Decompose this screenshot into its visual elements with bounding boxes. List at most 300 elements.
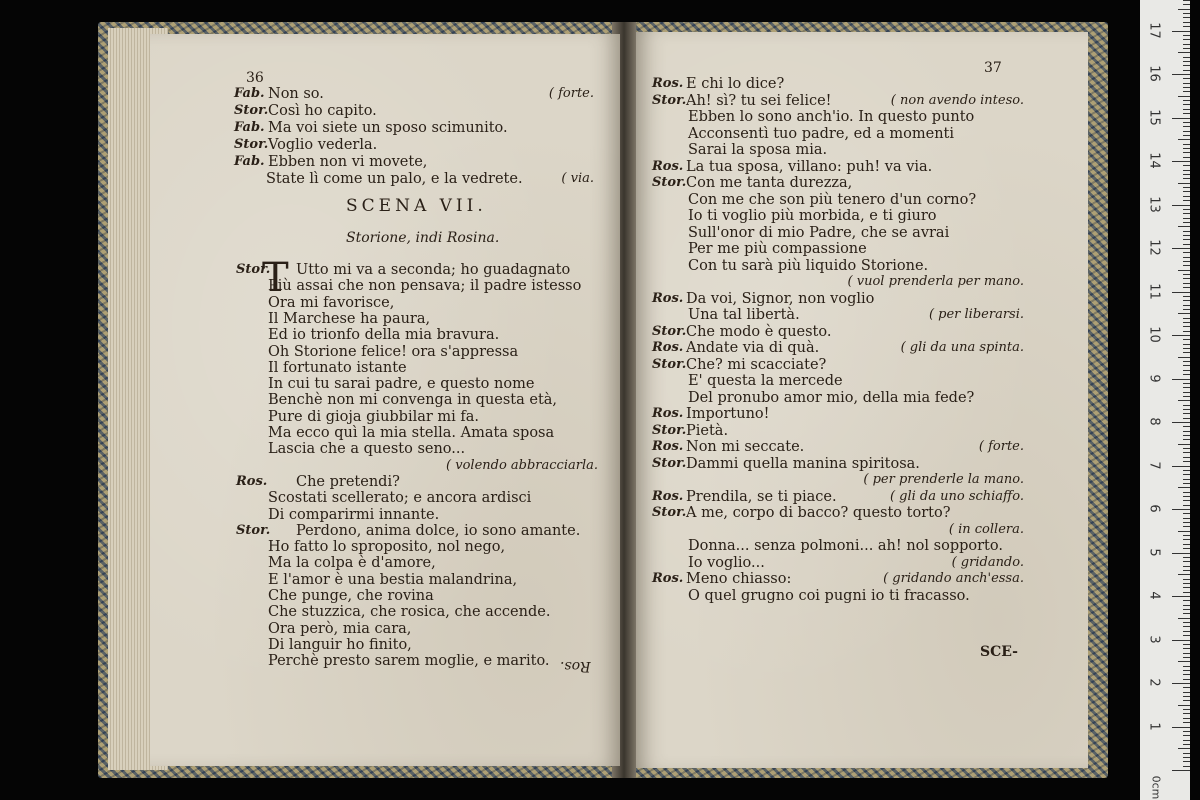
ruler-tick [1183,587,1190,588]
dialogue-line: Ho fatto lo sproposito, nol nego, [268,539,506,556]
ruler-tick [1178,183,1190,184]
ruler-tick [1183,679,1190,680]
ruler-number: 11 [1146,282,1162,300]
dialogue-line: E l'amor è una bestia malandrina, [268,571,518,588]
dialogue-line: La tua sposa, villano: puh! va via. [686,158,933,175]
dialogue-line: Così ho capito. [268,103,377,119]
ruler-number: 3 [1146,634,1162,644]
stage-direction: ( per liberarsi. [928,307,1024,322]
ruler-tick [1178,487,1190,488]
ruler-tick [1183,461,1190,462]
ruler-tick [1183,170,1190,171]
ruler-tick [1183,13,1190,14]
stage-direction: ( forte. [548,86,594,101]
ruler-tick [1183,100,1190,101]
ruler-tick [1183,148,1190,149]
ruler-tick [1183,753,1190,754]
ruler-tick [1183,657,1190,658]
ruler-tick [1183,305,1190,306]
speaker-label: Stor. [234,137,269,152]
dialogue-line: Benchè non mi convenga in questa età, [268,392,558,409]
ruler-tick [1178,357,1190,358]
ruler-tick [1178,96,1190,97]
dialogue-line: Ebben non vi movete, [268,154,428,170]
ruler-number: 9 [1146,373,1162,383]
ruler-tick [1183,318,1190,319]
dialogue-line: Perchè presto sarem moglie, e marito. [268,653,550,670]
ruler-tick [1183,48,1190,49]
page-number: 37 [984,60,1002,76]
ruler-tick [1183,609,1190,610]
dialogue-line: Ebben lo sono anch'io. In questo punto [688,109,975,125]
ruler-tick [1183,626,1190,627]
stage-direction: ( via. [561,171,594,186]
ruler-tick [1183,474,1190,475]
ruler-tick [1178,705,1190,706]
ruler-tick [1183,261,1190,262]
ruler-tick [1178,661,1190,662]
dialogue-line: A me, corpo di bacco? questo torto? [686,505,951,521]
ruler-tick [1178,531,1190,532]
dialogue-line: Ah! sì? tu sei felice! [686,92,832,109]
dialogue-line: Con tu sarà più liquido Storione. [688,257,929,274]
ruler-tick [1183,365,1190,366]
ruler-tick [1183,544,1190,545]
ruler-tick [1183,17,1190,18]
ruler-tick [1183,409,1190,410]
measuring-ruler [1140,0,1190,800]
ruler-tick [1183,109,1190,110]
ruler-tick [1183,570,1190,571]
ruler-tick [1183,674,1190,675]
ruler-tick [1183,613,1190,614]
ruler-tick [1183,431,1190,432]
speaker-label: Stor. [652,323,687,339]
ruler-tick [1183,70,1190,71]
ruler-tick [1172,509,1190,510]
ruler-tick [1183,740,1190,741]
ruler-tick [1183,200,1190,201]
ruler-tick [1183,653,1190,654]
dialogue-line: Io voglio... [688,554,765,571]
ruler-tick [1183,448,1190,449]
ruler-tick [1172,161,1190,162]
dialogue-line: E chi lo dice? [686,76,785,92]
ruler-tick [1183,187,1190,188]
ruler-number: 2 [1146,678,1162,687]
ruler-tick [1183,435,1190,436]
ruler-tick [1183,539,1190,540]
dialogue-line: Che? mi scacciate? [686,356,827,373]
ruler-tick [1183,344,1190,345]
ruler-tick [1172,379,1190,380]
dialogue-line: Più assai che non pensava; il padre istesso [268,278,582,295]
ruler-number: 5 [1146,547,1162,557]
dialogue-line: Pure di gioja giubbilar mi fa. [268,408,480,425]
ruler-tick [1183,126,1190,127]
ruler-number: 10 [1146,326,1162,343]
dialogue-line: Il Marchese ha paura, [268,310,431,327]
dialogue-line: Scostati scellerato; e ancora ardisci [268,490,532,507]
stage-direction: ( gli da uno schiaffo. [889,488,1024,504]
ruler-tick [1183,644,1190,645]
ruler-tick [1183,396,1190,397]
dialogue-line: Non so. [268,86,324,102]
ruler-tick [1183,361,1190,362]
ruler-tick [1183,196,1190,197]
dialogue-line: Ed io trionfo della mia bravura. [268,327,500,344]
speaker-label: Ros. [652,340,684,355]
ruler-tick [1183,631,1190,632]
ruler-tick [1183,113,1190,114]
ruler-tick [1183,479,1190,480]
dialogue-line: Utto mi va a seconda; ho guadagnato [296,262,571,278]
ruler-tick [1183,374,1190,375]
stage-direction: ( gli da una spinta. [900,340,1024,355]
ruler-tick [1183,174,1190,175]
dialogue-line: Il fortunato istante [268,359,407,376]
ruler-tick [1183,278,1190,279]
dialogue-line: Con me che son più tenero d'un corno? [688,191,977,208]
ruler-tick [1183,718,1190,719]
ruler-tick [1183,392,1190,393]
ruler-tick [1183,713,1190,714]
ruler-tick [1183,61,1190,62]
ruler-tick [1183,252,1190,253]
ruler-tick [1172,118,1190,119]
ruler-tick [1172,422,1190,423]
ruler-tick [1183,426,1190,427]
speaker-label: Stor. [652,356,687,372]
ruler-tick [1183,505,1190,506]
ruler-tick [1183,244,1190,245]
ruler-tick [1183,0,1190,1]
catchword: SCE- [980,644,1018,660]
ruler-tick [1183,513,1190,514]
ruler-tick [1183,35,1190,36]
speaker-label: Ros. [236,473,268,489]
ruler-tick [1183,605,1190,606]
speaker-label: Ros. [652,290,684,306]
stage-direction: ( gridando anch'essa. [883,571,1024,586]
ruler-tick [1183,122,1190,123]
ruler-tick [1178,270,1190,271]
dialogue-line: State lì come un palo, e la vedrete. [266,171,523,187]
ruler-tick [1183,265,1190,266]
dialogue-line: Ma ecco quì la mia stella. Amata sposa [268,425,555,441]
ruler-tick [1178,226,1190,227]
speaker-label: Ros. [652,571,684,586]
ruler-tick [1183,452,1190,453]
speaker-label: Ros. [652,488,684,504]
dialogue-line: O quel grugno coi pugni io ti fracasso. [688,587,970,604]
ruler-tick [1183,91,1190,92]
ruler-number: 13 [1146,195,1162,213]
ruler-tick [1183,696,1190,697]
dialogue-line: Importuno! [686,406,770,422]
dialogue-line: Andate via di quà. [686,340,820,356]
ruler-tick [1183,135,1190,136]
ruler-number: 16 [1146,65,1162,82]
ruler-tick [1183,39,1190,40]
ruler-tick [1183,439,1190,440]
ruler-tick [1183,418,1190,419]
ruler-tick [1183,165,1190,166]
ruler-tick [1183,157,1190,158]
scene-characters: Storione, indi Rosina. [346,230,500,246]
ruler-tick [1172,335,1190,336]
ruler-tick [1183,296,1190,297]
dialogue-line: Per me più compassione [688,241,867,257]
ruler-tick [1183,22,1190,23]
dialogue-line: Che pretendi? [296,473,400,490]
ruler-tick [1183,152,1190,153]
ruler-number: 7 [1146,460,1162,470]
dialogue-line: Di languir ho finito, [268,636,412,653]
dialogue-line: In cui tu sarai padre, e questo nome [268,376,535,393]
dialogue-line: Con me tanta durezza, [686,175,853,191]
ruler-tick [1183,692,1190,693]
scene-heading: SCENA VII. [346,196,487,216]
ruler-number: 6 [1146,504,1162,513]
ruler-tick [1183,309,1190,310]
dialogue-line: Sarai la sposa mia. [688,142,828,158]
ruler-tick [1183,413,1190,414]
dialogue-line: Prendila, se ti piace. [686,488,837,505]
ruler-tick [1183,670,1190,671]
ruler-tick [1178,574,1190,575]
ruler-tick [1183,348,1190,349]
ruler-number: 1 [1146,721,1162,731]
dialogue-line: Ma voi siete un sposo scimunito. [268,120,508,136]
ruler-tick [1183,622,1190,623]
ruler-tick [1172,292,1190,293]
ruler-tick [1183,470,1190,471]
ruler-tick [1183,218,1190,219]
dialogue-line: Pietà. [686,422,729,439]
speaker-label: Stor. [234,103,269,118]
ruler-tick [1183,178,1190,179]
ruler-tick [1183,239,1190,240]
dialogue-line: Oh Storione felice! ora s'appressa [268,343,519,360]
left-page [150,34,620,766]
stage-direction: ( per prenderle la mano. [863,472,1024,487]
dialogue-line: Una tal libertà. [688,307,800,323]
ruler-tick [1183,561,1190,562]
speaker-label: Ros. [652,406,684,421]
ruler-tick [1172,74,1190,75]
speaker-label: Stor. [652,175,687,190]
ruler-tick [1183,83,1190,84]
stage-direction: ( non avendo inteso. [890,92,1024,108]
stage-direction: ( volendo abbracciarla. [446,457,598,473]
dialogue-line: Che stuzzica, che rosica, che accende. [268,604,551,621]
stage-direction: ( forte. [978,439,1024,454]
speaker-label: Fab. [234,86,265,101]
dialogue-line: Del pronubo amor mio, della mia fede? [688,389,975,406]
ruler-tick [1183,339,1190,340]
ruler-tick [1183,483,1190,484]
ruler-tick [1183,104,1190,105]
ruler-tick [1183,131,1190,132]
speaker-label: Ros. [652,76,684,91]
ruler-tick [1183,235,1190,236]
ruler-tick [1183,87,1190,88]
ruler-tick [1183,744,1190,745]
ruler-tick [1183,492,1190,493]
ruler-tick [1178,9,1190,10]
dialogue-line: Meno chiasso: [686,571,792,587]
ruler-tick [1183,709,1190,710]
dialogue-line: Donna... senza polmoni... ah! nol sopporto. [688,538,1003,554]
ruler-tick [1183,383,1190,384]
dialogue-line: Sull'onor di mio Padre, che se avrai [688,224,950,241]
dialogue-line: Io ti voglio più morbida, e ti giuro [688,208,937,224]
dialogue-line: E' questa la mercede [688,373,843,389]
speaker-label: Stor. [652,455,687,471]
dialogue-line: Ora però, mia cara, [268,620,412,637]
ruler-tick [1183,761,1190,762]
ruler-tick [1183,57,1190,58]
ruler-tick [1183,766,1190,767]
speaker-label: Ros. [652,439,684,454]
ruler-tick [1183,522,1190,523]
ruler-tick [1178,444,1190,445]
ruler-tick [1183,78,1190,79]
ruler-tick [1183,300,1190,301]
ruler-tick [1183,326,1190,327]
ruler-tick [1183,500,1190,501]
ruler-tick [1183,579,1190,580]
ruler-tick [1183,387,1190,388]
dialogue-line: Che modo è questo. [686,323,832,340]
ruler-tick [1183,722,1190,723]
stage-direction: ( gridando. [951,554,1024,570]
stage-direction: ( vuol prenderla per mano. [847,274,1024,289]
ruler-tick [1172,553,1190,554]
ruler-tick [1172,31,1190,32]
ruler-tick [1183,283,1190,284]
dialogue-line: Lascia che a questo seno... [268,441,466,458]
drop-cap: T [262,255,289,301]
stage-direction: ( in collera. [948,521,1024,537]
ruler-tick [1183,287,1190,288]
ruler-unit-label: 0cm [1149,775,1163,800]
ruler-number: 17 [1146,21,1162,39]
ruler-tick [1183,687,1190,688]
dialogue-line: Dammi quella manina spiritosa. [686,455,920,472]
ruler-tick [1183,666,1190,667]
ruler-tick [1183,331,1190,332]
ruler-tick [1183,635,1190,636]
ruler-tick [1183,735,1190,736]
right-page [636,32,1088,768]
dialogue-line: Di comparirmi innante. [268,506,440,523]
speaker-label: Ros. [652,158,684,174]
ruler-tick [1183,600,1190,601]
ruler-tick [1172,727,1190,728]
ruler-tick [1183,648,1190,649]
ruler-tick [1178,313,1190,314]
ruler-number: 14 [1146,152,1162,169]
ruler-tick [1183,222,1190,223]
dialogue-line: Da voi, Signor, non voglio [686,290,875,307]
page-number: 36 [246,70,264,86]
ruler-tick [1183,548,1190,549]
ruler-tick [1172,596,1190,597]
speaker-label: Stor. [652,422,687,438]
ruler-tick [1183,557,1190,558]
ruler-tick [1183,257,1190,258]
ruler-tick [1183,757,1190,758]
ruler-tick [1183,370,1190,371]
ruler-tick [1178,52,1190,53]
ruler-tick [1183,209,1190,210]
ruler-tick [1183,583,1190,584]
ruler-tick [1183,535,1190,536]
ruler-tick [1178,748,1190,749]
ruler-tick [1183,592,1190,593]
ruler-tick [1183,213,1190,214]
ruler-tick [1178,400,1190,401]
ruler-tick [1183,44,1190,45]
dialogue-line: Ma la colpa è d'amore, [268,555,436,572]
ruler-tick [1183,457,1190,458]
dialogue-line: Voglio vederla. [268,137,378,153]
ruler-number: 12 [1146,239,1162,256]
ruler-tick [1172,248,1190,249]
ruler-tick [1183,65,1190,66]
speaker-label: Fab. [234,120,265,135]
speaker-label: Stor. [652,505,687,520]
speaker-label: Stor. [652,92,687,108]
ruler-tick [1178,139,1190,140]
dialogue-line: Acconsentì tuo padre, ed a momenti [688,125,954,142]
ruler-tick [1183,566,1190,567]
ruler-tick [1183,231,1190,232]
ruler-number: 15 [1146,108,1162,126]
dialogue-line: Che punge, che rovina [268,588,434,604]
ruler-tick [1183,731,1190,732]
speaker-label: Fab. [234,154,265,169]
speaker-label: Stor. [236,262,271,277]
ruler-tick [1183,526,1190,527]
dialogue-line: Non mi seccate. [686,439,805,455]
ruler-tick [1183,518,1190,519]
ruler-number: 8 [1146,417,1162,426]
ruler-tick [1183,405,1190,406]
ruler-tick [1183,26,1190,27]
ruler-tick [1183,144,1190,145]
ruler-tick [1172,640,1190,641]
dialogue-line: Perdono, anima dolce, io sono amante. [296,522,581,539]
ruler-tick [1178,618,1190,619]
speaker-label: Stor. [236,522,271,538]
dialogue-line: Ora mi favorisce, [268,294,395,311]
ruler-tick [1183,274,1190,275]
catchword: Ros. [560,658,591,674]
ruler-tick [1172,466,1190,467]
ruler-tick [1183,322,1190,323]
ruler-tick [1172,683,1190,684]
ruler-tick [1172,205,1190,206]
ruler-tick [1183,496,1190,497]
ruler-tick [1183,191,1190,192]
ruler-number: 4 [1146,591,1162,600]
ruler-tick [1172,770,1190,771]
ruler-tick [1183,700,1190,701]
ruler-tick [1183,4,1190,5]
